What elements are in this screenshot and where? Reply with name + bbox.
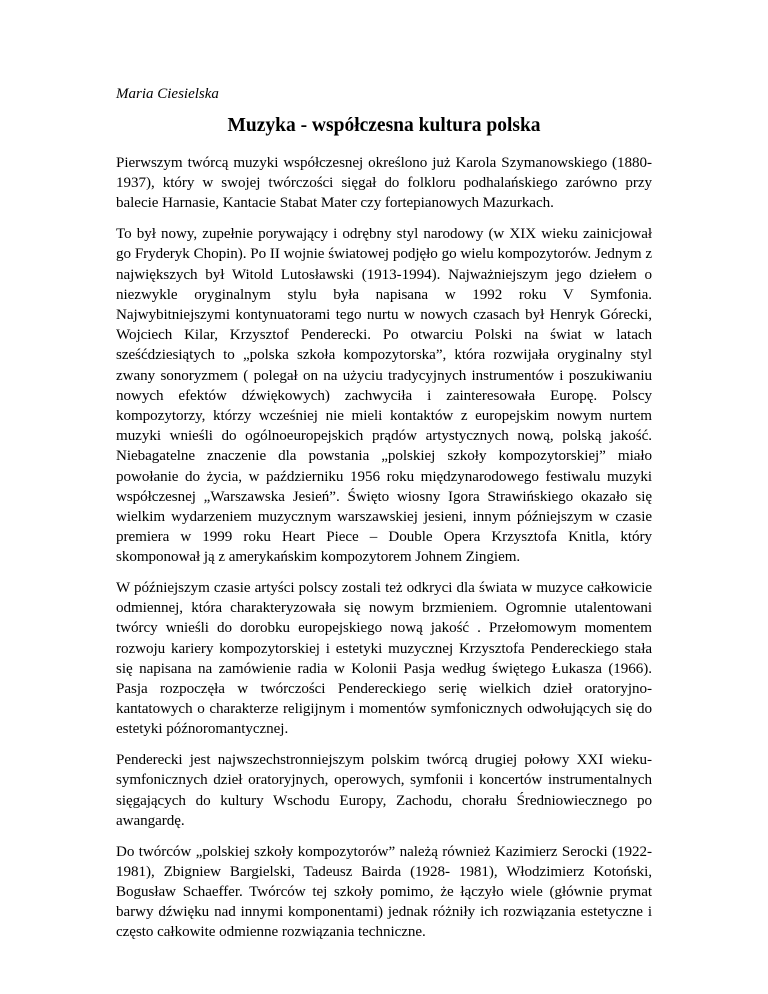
paragraph-2: To był nowy, zupełnie porywający i odrębny styl narodowy (w XIX wieku zainicjował go Fryderyk Chopin). Po II wojnie światowej podjęło go wielu kompozytorów. Jednym z największych był Witold Lutosławski (1913-1994). Najważniejszym jego dziełem o niezwykle oryginalnym stylu była napisana w 1992 roku V Symfonia. Najwybitniejszymi kontynuatorami tego nurtu w nowych czasach był Henryk Górecki, Wojciech Kilar, Krzysztof Penderecki. Po otwarciu Polski na świat w latach sześćdziesiątych to „polska szkoła kompozytorska”, która rozwijała oryginalny styl zwany sonoryzmem ( polegał on na użyciu tradycyjnych instrumentów i poszukiwaniu nowych efektów dźwiękowych) zachwyciła i zainteresowała Europę. Polscy kompozytorzy, którzy wcześniej nie mieli kontaktów z europejskim nowym nurtem muzyki wnieśli do ogólnoeuropejskich prądów artystycznych nową, polską jakość. Niebagatelne znaczenie dla powstania „polskiej szkoły kompozytorskiej” miało powołanie do życia, w październiku 1956 roku międzynarodowego festiwalu muzyki współczesnej „Warszawska Jesień”. Święto wiosny Igora Strawińskiego okazało się wielkim wydarzeniem muzycznym warszawskiej jesieni, innym późniejszym w czasie premiera w 1999 roku Heart Piece – Double Opera Krzysztofa Knitla, który skomponował ją z amerykańskim kompozytorem Johnem Zingiem. [116, 226, 652, 566]
author-name: Maria Ciesielska [116, 86, 219, 102]
document-page [116, 84, 652, 953]
paragraph-5: Do twórców „polskiej szkoły kompozytorów” należą również Kazimierz Serocki (1922-1981), Zbigniew Bargielski, Tadeusz Bairda (1928- 1981), Włodzimierz Kotoński, Bogusław Schaeffer. Twórców tej szkoły pomimo, że łączyło wiele (głównie prymat barwy dźwięku nad innymi komponentami) jednak różniły ich rozwiązania estetyczne i często całkowite odmienne rozwiązania techniczne. [116, 843, 652, 941]
paragraph-1: Pierwszym twórcą muzyki współczesnej określono już Karola Szymanowskiego (1880-1937), który w swojej twórczości sięgał do folkloru podhalańskiego zarówno przy balecie Harnasie, Kantacie Stabat Mater czy fortepianowych Mazurkach. [116, 155, 652, 212]
paragraph-4: Penderecki jest najwszechstronniejszym polskim twórcą drugiej połowy XXI wieku- symfonicznych dzieł oratoryjnych, operowych, symfonii i koncertów instrumentalnych sięgających do kultury Wschodu Europy, Zachodu, chorału Średniowiecznego po awangardę. [116, 752, 652, 829]
paragraph-3: W późniejszym czasie artyści polscy zostali też odkryci dla świata w muzyce całkowicie odmiennej, która charakteryzowała się nowym brzmieniem. Ogromnie utalentowani twórcy wnieśli do dorobku europejskiego nową jakość . Przełomowym momentem rozwoju kariery kompozytorskiej i estetyki muzycznej Krzysztofa Pendereckiego stała się napisana na zamówienie radia w Kolonii Pasja według świętego Łukasza (1966). Pasja rozpoczęła w twórczości Pendereckiego serię wielkich dzieł oratoryjno- kantatowych o charakterze religijnym i momentów symfonicznych odwołujących się do estetyki późnoromantycznej. [116, 580, 652, 738]
document-title: Muzyka - współczesna kultura polska [227, 115, 541, 136]
